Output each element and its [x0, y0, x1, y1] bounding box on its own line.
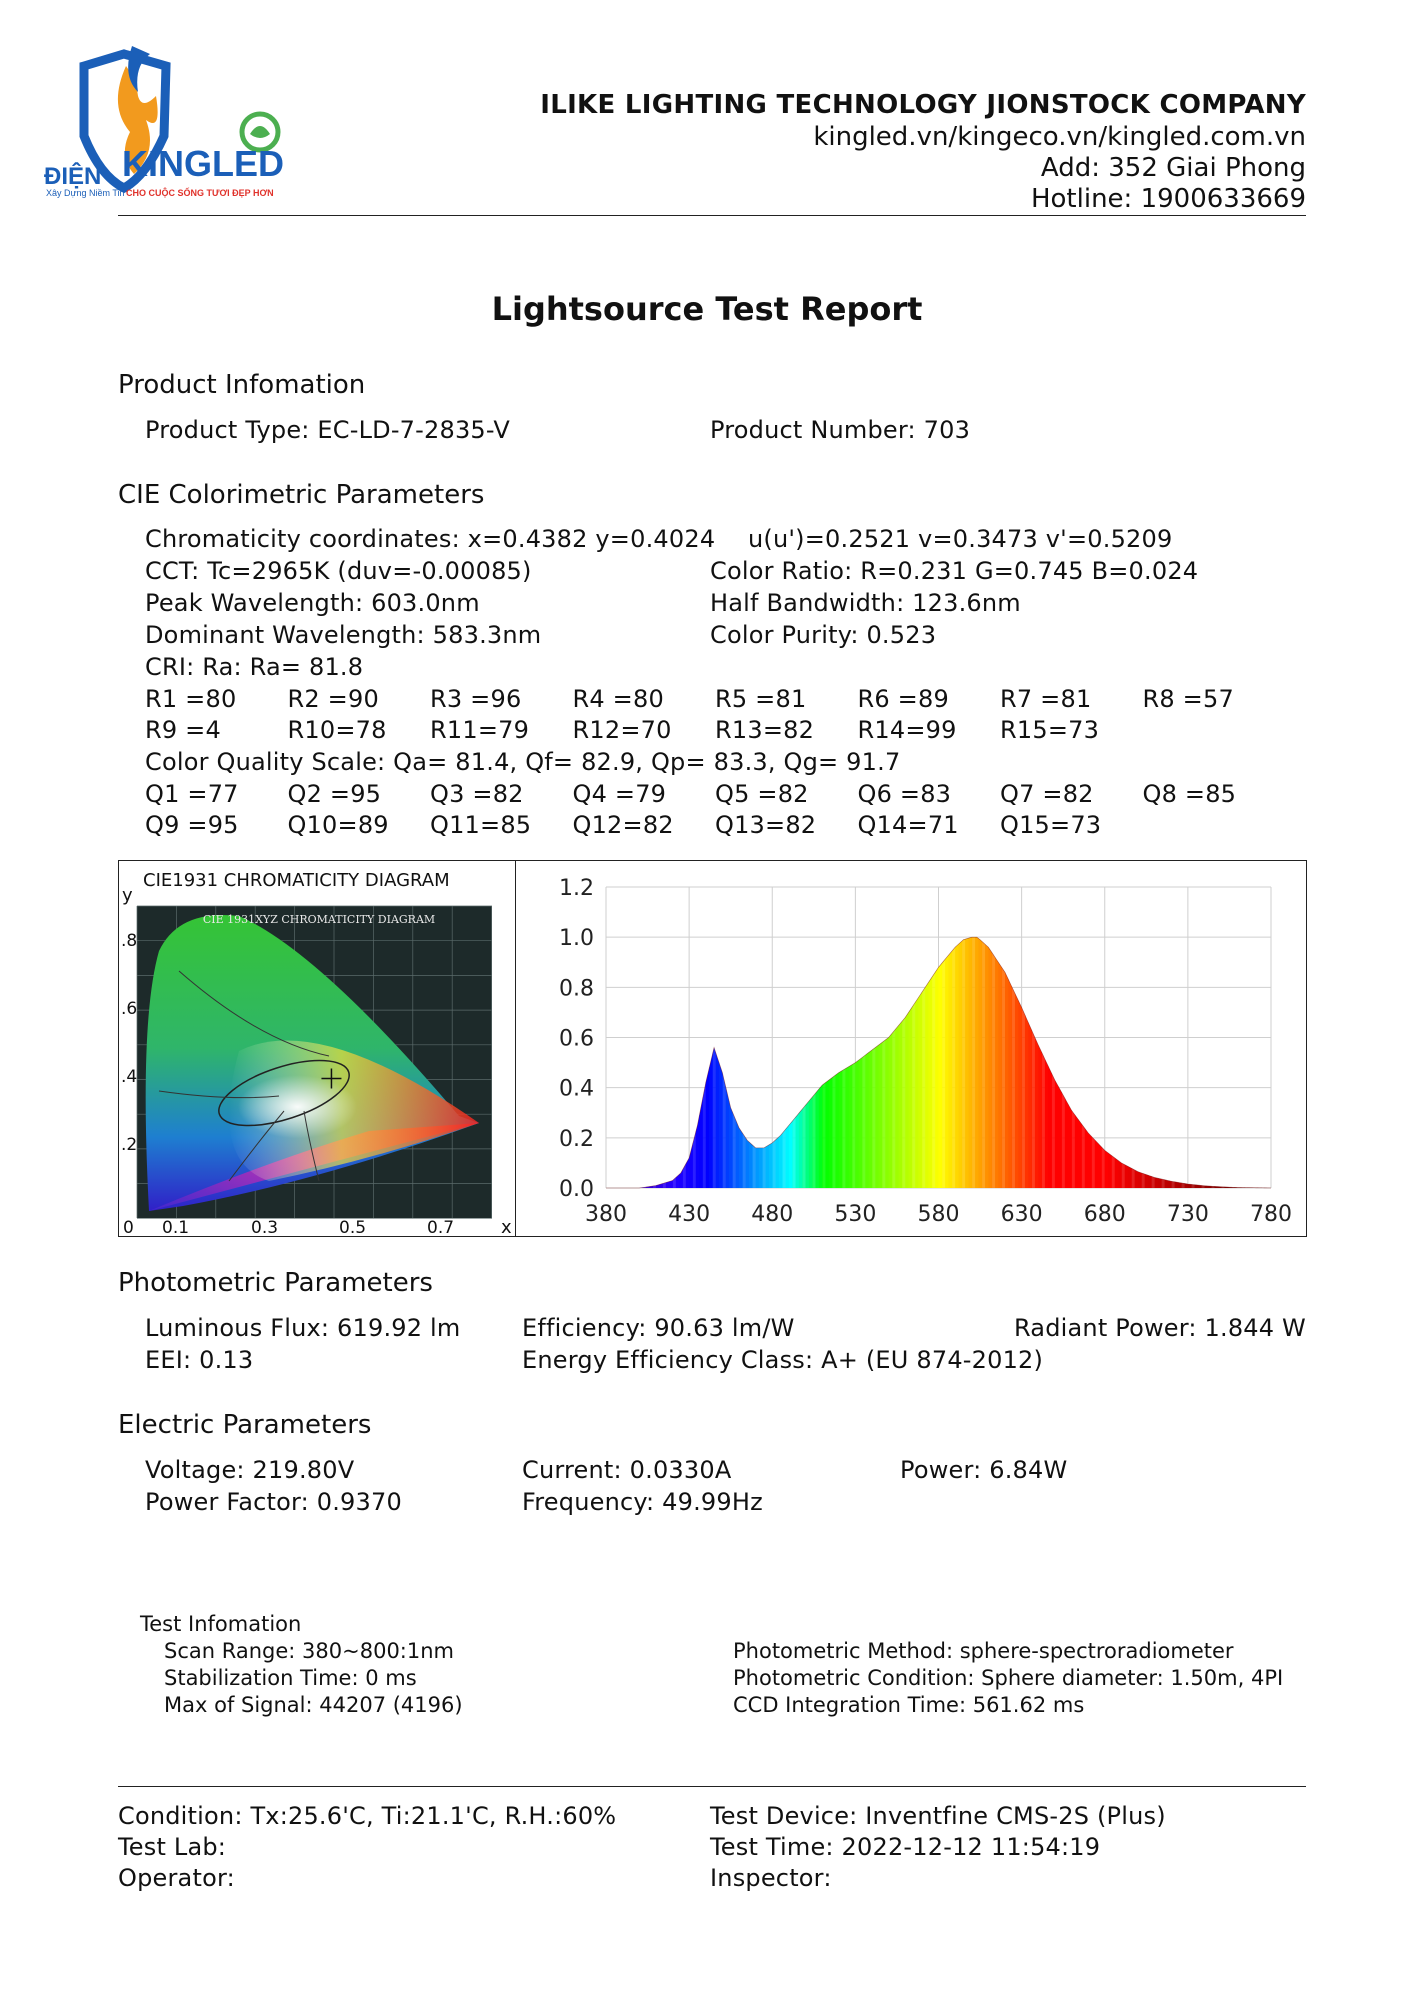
spectrum-bar [909, 887, 913, 1188]
eei: EEI: 0.13 [145, 1346, 254, 1374]
cie-x-tick: 0 [123, 1218, 134, 1238]
company-hotline: Hotline: 1900633669 [1030, 184, 1306, 214]
max-signal: Max of Signal: 44207 (4196) [164, 1693, 463, 1717]
spectrum-x-tick: 430 [668, 1202, 711, 1227]
spectrum-x-tick: 730 [1166, 1202, 1209, 1227]
cie-diagram-panel [118, 860, 515, 1237]
spectrum-bar [939, 887, 943, 1188]
cie-y-axis-label: y [122, 885, 133, 906]
uv-coordinates: u(u')=0.2521 v=0.3473 v'=0.5209 [748, 525, 1173, 553]
spectrum-bar [948, 887, 952, 1188]
spectrum-y-tick: 1.0 [559, 926, 594, 952]
r-value: R2 =90 [287, 685, 379, 713]
spectrum-bar [925, 887, 929, 1188]
q-value: Q1 =77 [145, 780, 239, 808]
logo-left-text: ĐIỆN [44, 163, 102, 190]
q-value: Q14=71 [857, 811, 959, 839]
spectrum-bar [968, 887, 972, 1188]
spectrum-bar [945, 887, 949, 1188]
test-condition: Condition: Tx:25.6'C, Ti:21.1'C, R.H.:60% [118, 1802, 617, 1830]
q-value: Q7 =82 [1000, 780, 1094, 808]
cie-x-axis-label: x [501, 1217, 512, 1238]
cie-y-tick: .8 [121, 931, 138, 951]
q-value: Q2 =95 [287, 780, 382, 808]
current: Current: 0.0330A [522, 1456, 732, 1484]
spectrum-bar [985, 887, 989, 1188]
spectrum-bar [972, 887, 976, 1188]
spectrum-y-tick: 1.2 [559, 876, 594, 901]
q-value: Q11=85 [430, 811, 532, 839]
cie-x-tick: 0.7 [427, 1218, 455, 1238]
spectrum-chart-panel [515, 860, 1307, 1237]
r-value: R15=73 [1000, 716, 1100, 744]
r-value: R5 =81 [715, 685, 807, 713]
company-name: ILIKE LIGHTING TECHNOLOGY JIONSTOCK COMPANY [540, 90, 1306, 120]
spectrum-y-tick: 0.6 [559, 1026, 594, 1052]
peak-wavelength: Peak Wavelength: 603.0nm [145, 589, 480, 617]
spectrum-bar [955, 887, 959, 1188]
logo-slogan-right: CHO CUỘC SỐNG TƯƠI ĐẸP HƠN [126, 188, 274, 198]
company-address: Add: 352 Giai Phong [1040, 153, 1306, 183]
r-value: R6 =89 [857, 685, 949, 713]
inspector: Inspector: [710, 1864, 832, 1892]
spectrum-y-tick: 0.4 [559, 1076, 594, 1102]
photometric-heading: Photometric Parameters [118, 1268, 433, 1298]
radiant-power: Radiant Power: 1.844 W [1013, 1314, 1306, 1342]
spectrum-bar [1012, 887, 1016, 1188]
photometric-condition: Photometric Condition: Sphere diameter: 1.50m, 4PI [733, 1666, 1284, 1690]
energy-efficiency-class: Energy Efficiency Class: A+ (EU 874-2012) [522, 1346, 1044, 1374]
r-value: R10=78 [287, 716, 387, 744]
spectrum-bar [902, 887, 906, 1188]
q-value: Q13=82 [715, 811, 817, 839]
spectrum-bar [915, 887, 919, 1188]
chromaticity-coordinates: Chromaticity coordinates: x=0.4382 y=0.4024 [145, 525, 716, 553]
spectrum-y-ticks [559, 876, 594, 1202]
cie-heading: CIE Colorimetric Parameters [118, 480, 485, 510]
spectrum-bar [942, 887, 946, 1188]
cct: CCT: Tc=2965K (duv=-0.00085) [145, 557, 532, 585]
spectrum-bar [895, 887, 899, 1188]
spectrum-bar [1008, 887, 1012, 1188]
photometric-method: Photometric Method: sphere-spectroradiometer [733, 1639, 1234, 1663]
cie-x-tick: 0.1 [162, 1218, 190, 1238]
product-type: Product Type: EC-LD-7-2835-V [145, 416, 510, 444]
logo-brand-text: KINGLED [122, 143, 284, 184]
r-value: R12=70 [572, 716, 672, 744]
color-ratio: Color Ratio: R=0.231 G=0.745 B=0.024 [710, 557, 1199, 585]
r-value: R3 =96 [430, 685, 522, 713]
spectrum-bar [988, 887, 992, 1188]
spectrum-x-tick: 580 [917, 1202, 960, 1227]
spectrum-bar [992, 887, 996, 1188]
cie-inner-title: CIE 1931XYZ CHROMATICITY DIAGRAM [202, 913, 436, 926]
r-value: R4 =80 [572, 685, 664, 713]
r-value: R13=82 [715, 716, 815, 744]
spectrum-bar [889, 887, 893, 1188]
spectrum-bar [952, 887, 956, 1188]
product-heading: Product Infomation [118, 370, 366, 400]
r-value: R9 =4 [145, 716, 221, 744]
color-purity: Color Purity: 0.523 [710, 621, 937, 649]
cie-y-tick: .4 [121, 1067, 138, 1087]
report-title: Lightsource Test Report [491, 290, 923, 328]
half-bandwidth: Half Bandwidth: 123.6nm [710, 589, 1021, 617]
r-value: R11=79 [430, 716, 530, 744]
spectrum-bar [1002, 887, 1006, 1188]
spectrum-x-tick: 630 [1000, 1202, 1043, 1227]
logo-slogan-left: Xây Dựng Niềm Tin [46, 188, 125, 198]
power: Power: 6.84W [900, 1456, 1068, 1484]
q-value: Q6 =83 [857, 780, 952, 808]
scan-range: Scan Range: 380~800:1nm [164, 1639, 455, 1663]
test-info-heading: Test Infomation [140, 1612, 302, 1636]
ccd-integration-time: CCD Integration Time: 561.62 ms [733, 1693, 1085, 1717]
spectrum-bar [998, 887, 1002, 1188]
stabilization-time: Stabilization Time: 0 ms [164, 1666, 417, 1690]
spectrum-bar [922, 887, 926, 1188]
spectrum-bar [905, 887, 909, 1188]
spectrum-bar [899, 887, 903, 1188]
q-value: Q10=89 [287, 811, 389, 839]
voltage: Voltage: 219.80V [145, 1456, 355, 1484]
spectrum-bar [919, 887, 923, 1188]
spectrum-bar [912, 887, 916, 1188]
cie-x-tick: 0.3 [251, 1218, 279, 1238]
q-value: Q15=73 [1000, 811, 1102, 839]
spectrum-bar [975, 887, 979, 1188]
spectrum-x-tick: 480 [751, 1202, 794, 1227]
spectrum-bar [1025, 887, 1029, 1188]
electric-heading: Electric Parameters [118, 1410, 372, 1440]
operator: Operator: [118, 1864, 235, 1892]
spectrum-y-tick: 0.8 [559, 976, 594, 1002]
power-factor: Power Factor: 0.9370 [145, 1488, 402, 1516]
spectrum-bar [978, 887, 982, 1188]
spectrum-bar [1015, 887, 1019, 1188]
test-lab: Test Lab: [118, 1833, 227, 1861]
q-value: Q8 =85 [1142, 780, 1237, 808]
spectrum-bar [892, 887, 896, 1188]
product-number: Product Number: 703 [710, 416, 971, 444]
q-value: Q4 =79 [572, 780, 667, 808]
spectrum-x-tick: 680 [1083, 1202, 1126, 1227]
spectrum-bar [932, 887, 936, 1188]
frequency: Frequency: 49.99Hz [522, 1488, 763, 1516]
spectrum-x-tick: 530 [834, 1202, 877, 1227]
spectrum-bar [958, 887, 962, 1188]
header-divider [118, 215, 1306, 216]
q-value: Q3 =82 [430, 780, 524, 808]
spectrum-bar [1028, 887, 1032, 1188]
cie-x-tick: 0.5 [339, 1218, 367, 1238]
spectrum-x-tick: 380 [585, 1202, 627, 1227]
test-time: Test Time: 2022-12-12 11:54:19 [710, 1833, 1101, 1861]
spectrum-bar [982, 887, 986, 1188]
company-websites: kingled.vn/kingeco.vn/kingled.com.vn [813, 122, 1306, 152]
efficiency: Efficiency: 90.63 lm/W [522, 1314, 795, 1342]
spectrum-bar [1005, 887, 1009, 1188]
spectrum-bar [1022, 887, 1026, 1188]
r-value: R14=99 [857, 716, 957, 744]
r-value: R7 =81 [1000, 685, 1092, 713]
cri: CRI: Ra: Ra= 81.8 [145, 653, 364, 681]
luminous-flux: Luminous Flux: 619.92 lm [145, 1314, 461, 1342]
dominant-wavelength: Dominant Wavelength: 583.3nm [145, 621, 542, 649]
cie-y-tick: .6 [121, 999, 138, 1019]
spectrum-bar [962, 887, 966, 1188]
q-value: Q12=82 [572, 811, 674, 839]
color-quality-scale: Color Quality Scale: Qa= 81.4, Qf= 82.9, Qp= 83.3, Qg= 91.7 [145, 748, 901, 776]
spectrum-bar [929, 887, 933, 1188]
cie-diagram-title: CIE1931 CHROMATICITY DIAGRAM [143, 870, 450, 891]
q-value: Q9 =95 [145, 811, 239, 839]
r-value: R8 =57 [1142, 685, 1234, 713]
spectrum-x-tick: 780 [1250, 1202, 1292, 1227]
r-value: R1 =80 [145, 685, 237, 713]
spectrum-y-tick: 0.0 [559, 1177, 594, 1202]
spectrum-bar [995, 887, 999, 1188]
cie-y-tick: .2 [121, 1135, 138, 1155]
q-value: Q5 =82 [715, 780, 809, 808]
footer-divider [118, 1786, 1306, 1787]
company-logo [38, 36, 318, 206]
spectrum-x-ticks [585, 1202, 1292, 1227]
test-device: Test Device: Inventfine CMS-2S (Plus) [710, 1802, 1166, 1830]
spectrum-y-tick: 0.2 [559, 1126, 594, 1152]
spectrum-bar [965, 887, 969, 1188]
